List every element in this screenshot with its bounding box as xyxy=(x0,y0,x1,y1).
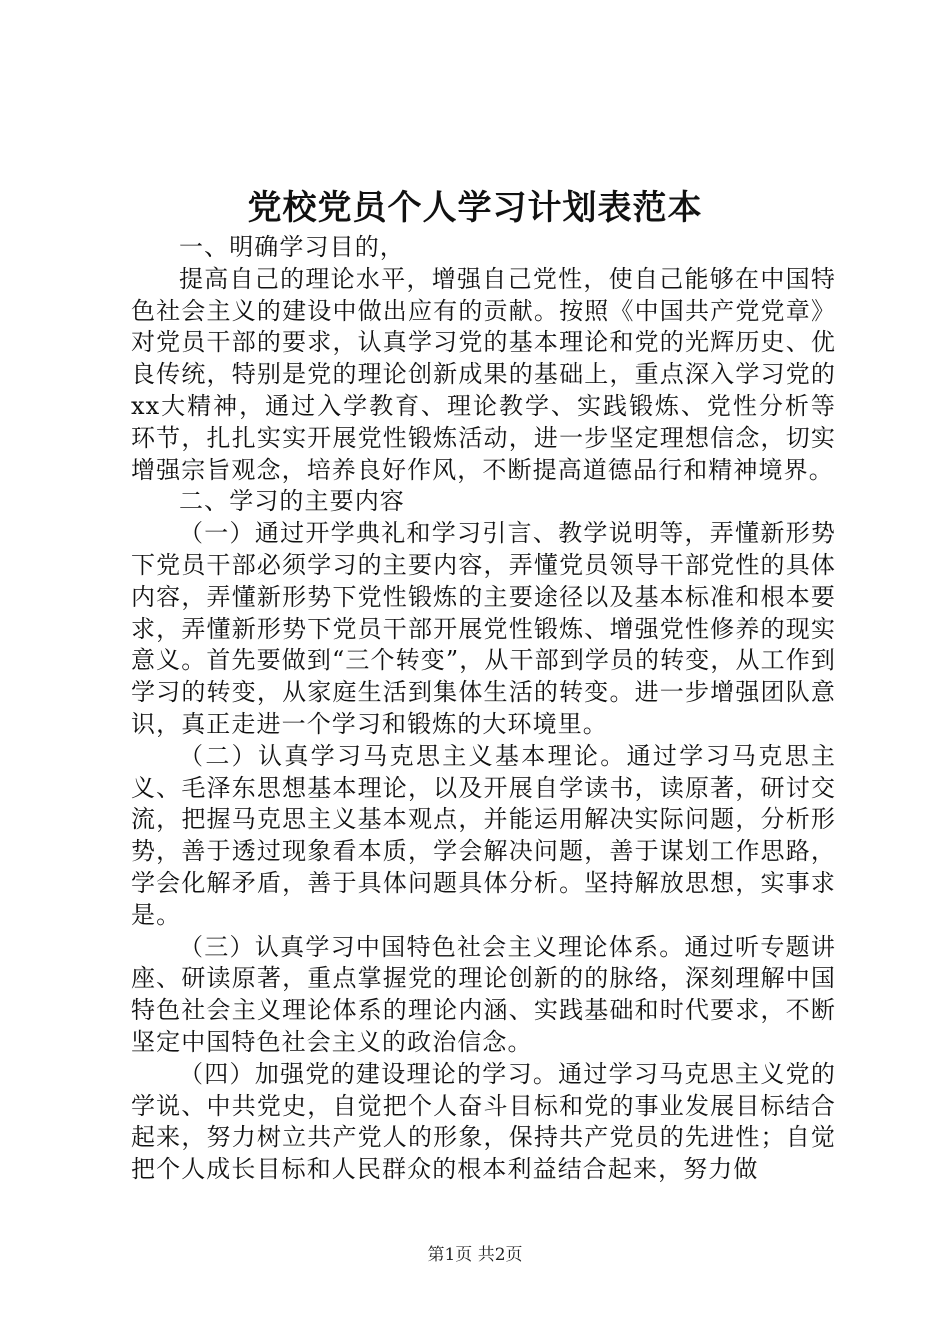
section-heading-1: 一、明确学习目的， xyxy=(179,233,405,261)
paragraph-item-4: （四）加强党的建设理论的学习。通过学习马克思主义党的学说、中共党史，自觉把个人奋斗目标和党的事业发展目标结合起来，努力树立共产党人的形象，保持共产党员的先进性；自觉把个人成长目标和人民群众的根本利益结合起来，努力做 xyxy=(131,1059,836,1184)
paragraph-item-3: （三）认真学习中国特色社会主义理论体系。通过听专题讲座、研读原著，重点掌握党的理论创新的的脉络，深刻理解中国特色社会主义理论体系的理论内涵、实践基础和时代要求，不断坚定中国特色社会主义的政治信念。 xyxy=(131,932,836,1056)
section-heading-2: 二、学习的主要内容 xyxy=(179,487,405,516)
paragraph-purpose: 提高自己的理论水平，增强自己党性，使自己能够在中国特色社会主义的建设中做出应有的贡献。按照《中国共产党党章》对党员干部的要求，认真学习党的基本理论和党的光辉历史、优良传统，特别是党的理论创新成果的基础上，重点深入学习党的xx大精神，通过入学教育、理论教学、实践锻炼、党性分析等环节，扎扎实实开展党性锻炼活动，进一步坚定理想信念，切实增强宗旨观念，培养良好作风，不断提高道德品行和精神境界。 xyxy=(131,264,836,484)
document-body xyxy=(131,232,836,1186)
document-title: 党校党员个人学习计划表范本 xyxy=(247,188,703,228)
paragraph-item-2: （二）认真学习马克思主义基本理论。通过学习马克思主义、毛泽东思想基本理论，以及开展自学读书，读原著，研讨交流，把握马克思主义基本观点，并能运用解决实际问题，分析形势，善于透过现象看本质，学会解决问题，善于谋划工作思路，学会化解矛盾，善于具体问题具体分析。坚持解放思想，实事求是。 xyxy=(131,741,836,929)
page-number-footer: 第1页 共2页 xyxy=(427,1245,523,1265)
paragraph-item-1: （一）通过开学典礼和学习引言、教学说明等，弄懂新形势下党员干部必须学习的主要内容，弄懂党员领导干部党性的具体内容，弄懂新形势下党性锻炼的主要途径以及基本标准和根本要求，弄懂新形势下党员干部开展党性锻炼、增强党性修养的现实意义。首先要做到“三个转变”，从干部到学员的转变，从工作到学习的转变，从家庭生活到集体生活的转变。进一步增强团队意识，真正走进一个学习和锻炼的大环境里。 xyxy=(131,519,836,738)
